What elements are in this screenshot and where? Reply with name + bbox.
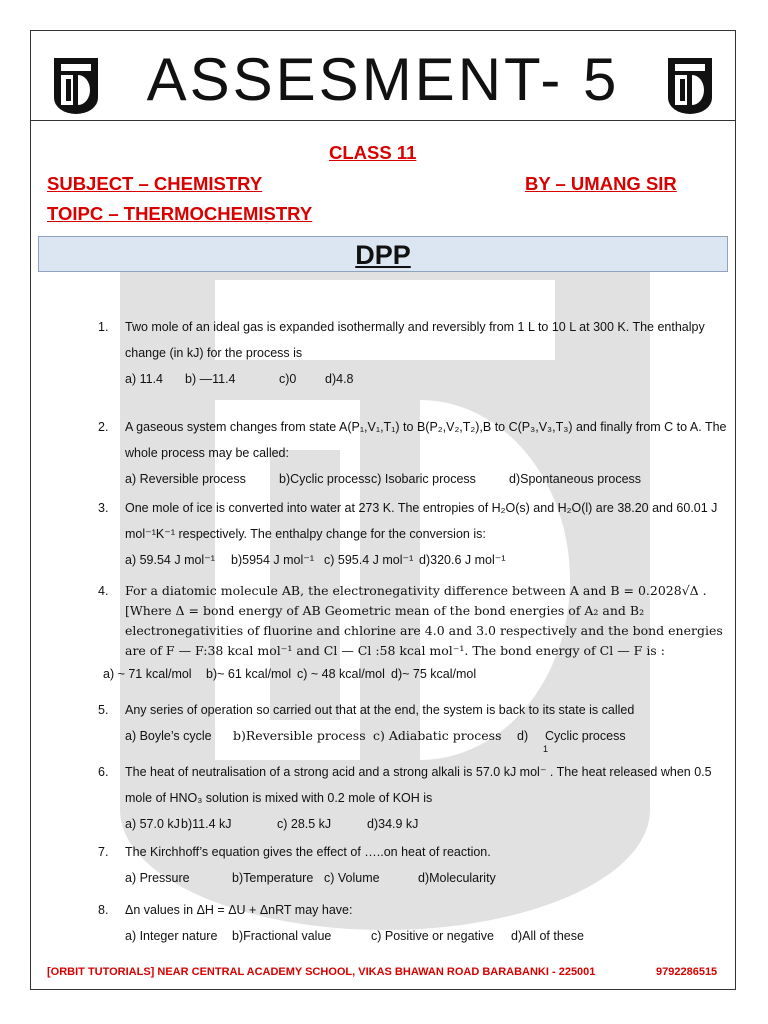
header-band	[30, 40, 736, 121]
orbit-logo-icon	[666, 56, 714, 116]
question-number: 1.	[98, 320, 109, 334]
question-number: 3.	[98, 501, 109, 515]
option-c: c) Positive or negative	[371, 929, 494, 943]
option-c: c) Isobaric process	[371, 472, 476, 486]
option-d: d)34.9 kJ	[367, 817, 419, 831]
question-2	[98, 414, 728, 492]
question-number: 4.	[98, 584, 109, 598]
question-4	[98, 578, 728, 687]
option-a: a) ~ 71 kcal/mol	[103, 667, 192, 681]
option-d: d)320.6 J mol⁻¹	[419, 553, 506, 567]
option-b: b) —11.4	[185, 372, 236, 386]
dpp-title: DPP	[355, 240, 411, 270]
option-d: d)Molecularity	[418, 871, 496, 885]
option-a: a) Reversible process	[125, 472, 246, 486]
question-text: A gaseous system changes from state A(P₁,V₁,T₁) to B(P₂,V₂,T₂),B to C(P₃,V₃,T₃) and finally from C to A. The whole process may be called:	[125, 420, 727, 460]
question-text: Δn values in ΔH = ΔU + ΔnRT may have:	[125, 903, 353, 917]
question-number: 2.	[98, 420, 109, 434]
option-b: b)Temperature	[232, 871, 314, 885]
option-b: b)Cyclic process	[279, 472, 371, 486]
question-3	[98, 495, 728, 573]
question-text: The Kirchhoff’s equation gives the effect of …..on heat of reaction.	[125, 845, 491, 859]
option-b: b)Fractional value	[232, 929, 332, 943]
question-5	[98, 697, 728, 749]
question-number: 5.	[98, 703, 109, 717]
options-row	[103, 661, 728, 687]
option-c: c) Adiabatic process	[373, 728, 502, 743]
option-d-text: Cyclic process	[545, 729, 626, 743]
option-a: a) Boyle’s cycle	[125, 729, 212, 743]
option-d: d)All of these	[511, 929, 584, 943]
question-7	[98, 839, 728, 891]
question-text: The heat of neutralisation of a strong acid and a strong alkali is 57.0 kJ mol⁻ . The heat released when 0.5 mole of HNO₃ solution is mixed with 0.2 mole of KOH is	[125, 765, 712, 805]
footer-address: [ORBIT TUTORIALS] NEAR CENTRAL ACADEMY SCHOOL, VIKAS BHAWAN ROAD BARABANKI - 225001	[47, 966, 596, 978]
question-number: 7.	[98, 845, 109, 859]
page-title: ASSESMENT- 5	[146, 46, 620, 113]
option-d: d)4.8	[325, 372, 354, 386]
option-b: b)Reversible process	[233, 728, 366, 743]
footer-phone: 9792286515	[656, 966, 718, 978]
option-a: a) 11.4	[125, 372, 163, 386]
option-a: a) 59.54 J mol⁻¹	[125, 553, 215, 567]
option-c: c) 28.5 kJ	[277, 817, 332, 831]
options-row	[125, 923, 728, 949]
question-text: Any series of operation so carried out that at the end, the system is back to its state is called	[125, 703, 635, 717]
author-label: BY – UMANG SIR	[525, 173, 677, 194]
option-c: c)0	[279, 372, 297, 386]
options-row	[125, 723, 728, 749]
options-row	[125, 811, 728, 837]
options-row	[125, 366, 728, 392]
question-number: 8.	[98, 903, 109, 917]
class-label: CLASS 11	[329, 142, 417, 163]
option-b: b)~ 61 kcal/mol	[206, 667, 292, 681]
option-d: d)Spontaneous process	[509, 472, 642, 486]
option-d: d)~ 75 kcal/mol	[391, 667, 477, 681]
dpp-banner	[38, 236, 728, 272]
question-text: Two mole of an ideal gas is expanded isothermally and reversibly from 1 L to 10 L at 300 K. The enthalpy change (in kJ) for the process is	[125, 320, 705, 360]
option-d: d)	[517, 729, 529, 743]
option-a: a) Pressure	[125, 871, 190, 885]
question-6	[98, 759, 728, 837]
page-number: 1	[543, 744, 549, 754]
options-row	[125, 865, 728, 891]
option-b: b)5954 J mol⁻¹	[231, 553, 315, 567]
option-c: c) ~ 48 kcal/mol	[297, 667, 385, 681]
option-b: b)11.4 kJ	[181, 817, 232, 831]
option-a: a) 57.0 kJ	[125, 817, 180, 831]
question-text: One mole of ice is converted into water at 273 K. The entropies of H₂O(s) and H₂O(l) are 38.20 and 60.01 J mol⁻¹K⁻¹ respectively. The enthalpy change for the conversion is:	[125, 501, 718, 541]
question-1	[98, 314, 728, 392]
question-number: 6.	[98, 765, 109, 779]
topic-label: TOIPC – THERMOCHEMISTRY	[47, 203, 313, 224]
subject-label: SUBJECT – CHEMISTRY	[47, 173, 263, 194]
option-a: a) Integer nature	[125, 929, 218, 943]
option-c: c) Volume	[324, 871, 380, 885]
option-c: c) 595.4 J mol⁻¹	[324, 553, 414, 567]
options-row	[125, 466, 728, 492]
options-row	[125, 547, 728, 573]
question-text: For a diatomic molecule AB, the electronegativity difference between A and B = 0.2028√Δ . [Where Δ = bond energy of AB Geometric mean of the bond energies of A₂ and B₂ electronegativities of fluorine and chlorine are 4.0 and 3.0 respectively and the bond energies are of F — F:38 kcal mol⁻¹ and Cl — Cl :58 kcal mol⁻¹. The bond energy of Cl — F is :	[125, 583, 723, 658]
question-8	[98, 897, 728, 949]
